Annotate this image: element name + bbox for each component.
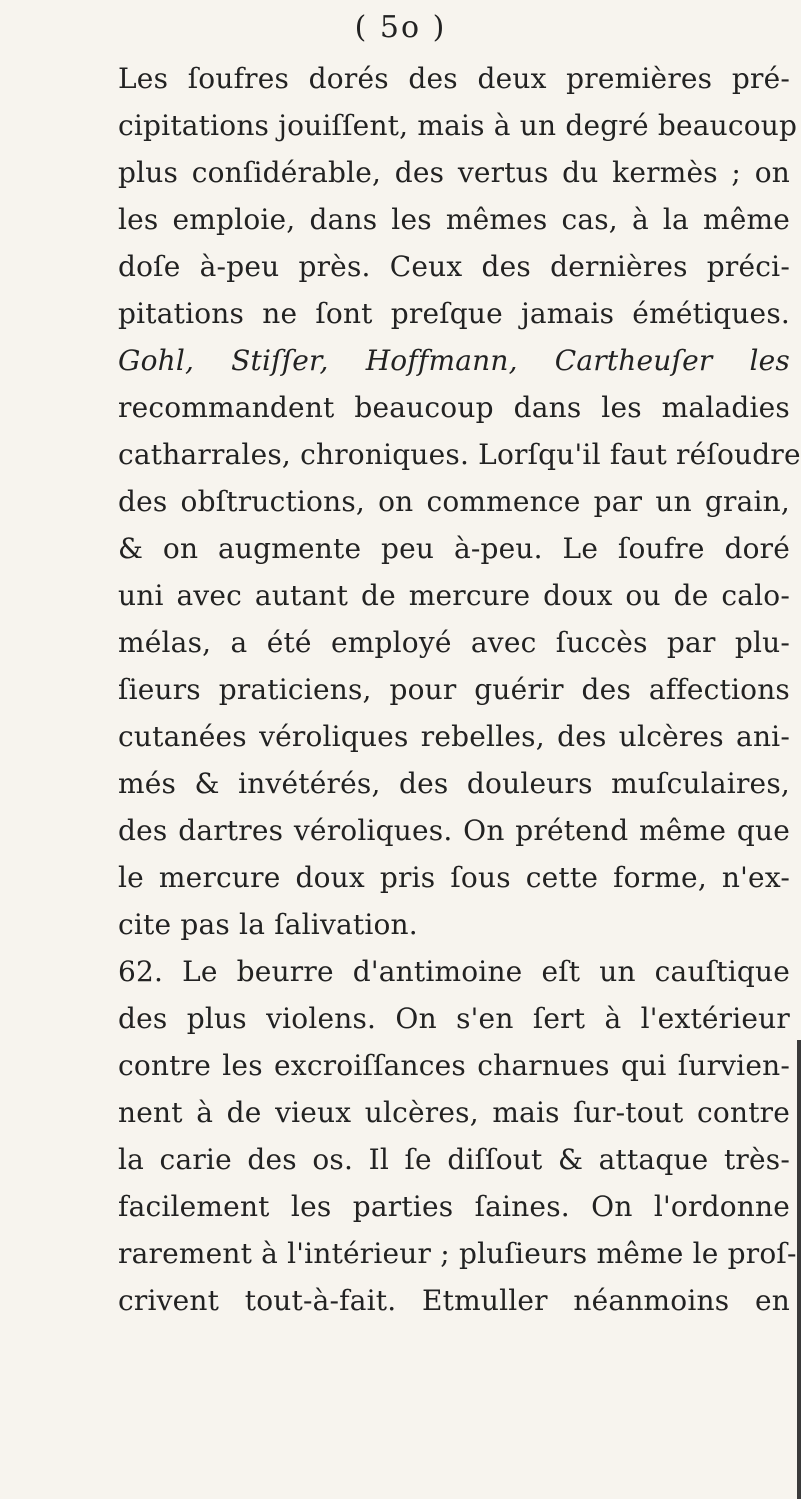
page-edge-shadow: [797, 1040, 801, 1499]
text-line: facilement les parties ſaines. On l'ordonne: [118, 1190, 790, 1223]
text-line: més & invétérés, des douleurs muſculaires,: [118, 767, 790, 800]
text-line: contre les excroiſſances charnues qui ſurvien-: [118, 1049, 790, 1082]
text-line: & on augmente peu à-peu. Le ſoufre doré: [118, 532, 790, 565]
text-line: doſe à-peu près. Ceux des dernières préci-: [118, 250, 790, 283]
text-line: des dartres véroliques. On prétend même que: [118, 814, 790, 847]
text-line: cutanées véroliques rebelles, des ulcères ani-: [118, 720, 790, 753]
text-line: cite pas la ſalivation.: [118, 908, 418, 941]
text-line: ſieurs praticiens, pour guérir des affections: [118, 673, 790, 706]
text-line: catharrales, chroniques. Lorſqu'il faut réſoudre: [118, 438, 801, 471]
text-line: plus conſidérable, des vertus du kermès ; on: [118, 156, 790, 189]
body-text: [118, 55, 801, 1324]
text-line: mélas, a été employé avec ſuccès par plu-: [118, 626, 790, 659]
text-line: des plus violens. On s'en ſert à l'extérieur: [118, 1002, 790, 1035]
text-line: cipitations jouiſſent, mais à un degré beaucoup: [118, 109, 798, 142]
text-line: des obſtructions, on commence par un grain,: [118, 485, 790, 518]
text-line: Gohl, Stiſſer, Hoffmann, Cartheuſer les: [118, 344, 790, 377]
text-line: la carie des os. Il ſe diſſout & attaque très-: [118, 1143, 790, 1176]
text-line: 62. Le beurre d'antimoine eſt un cauſtique: [118, 955, 790, 988]
text-line: nent à de vieux ulcères, mais ſur-tout contre: [118, 1096, 790, 1129]
text-line: le mercure doux pris ſous cette forme, n'ex-: [118, 861, 790, 894]
text-line: recommandent beaucoup dans les maladies: [118, 391, 790, 424]
text-line: uni avec autant de mercure doux ou de calo-: [118, 579, 790, 612]
text-line: pitations ne ſont preſque jamais émétiques.: [118, 297, 790, 330]
text-line: les emploie, dans les mêmes cas, à la même: [118, 203, 790, 236]
page-number: ( 5o ): [354, 10, 447, 45]
text-line: crivent tout-à-fait. Etmuller néanmoins en: [118, 1284, 790, 1317]
text-line: Les ſoufres dorés des deux premières pré-: [118, 62, 790, 95]
text-line: rarement à l'intérieur ; pluſieurs même le proſ-: [118, 1237, 797, 1270]
